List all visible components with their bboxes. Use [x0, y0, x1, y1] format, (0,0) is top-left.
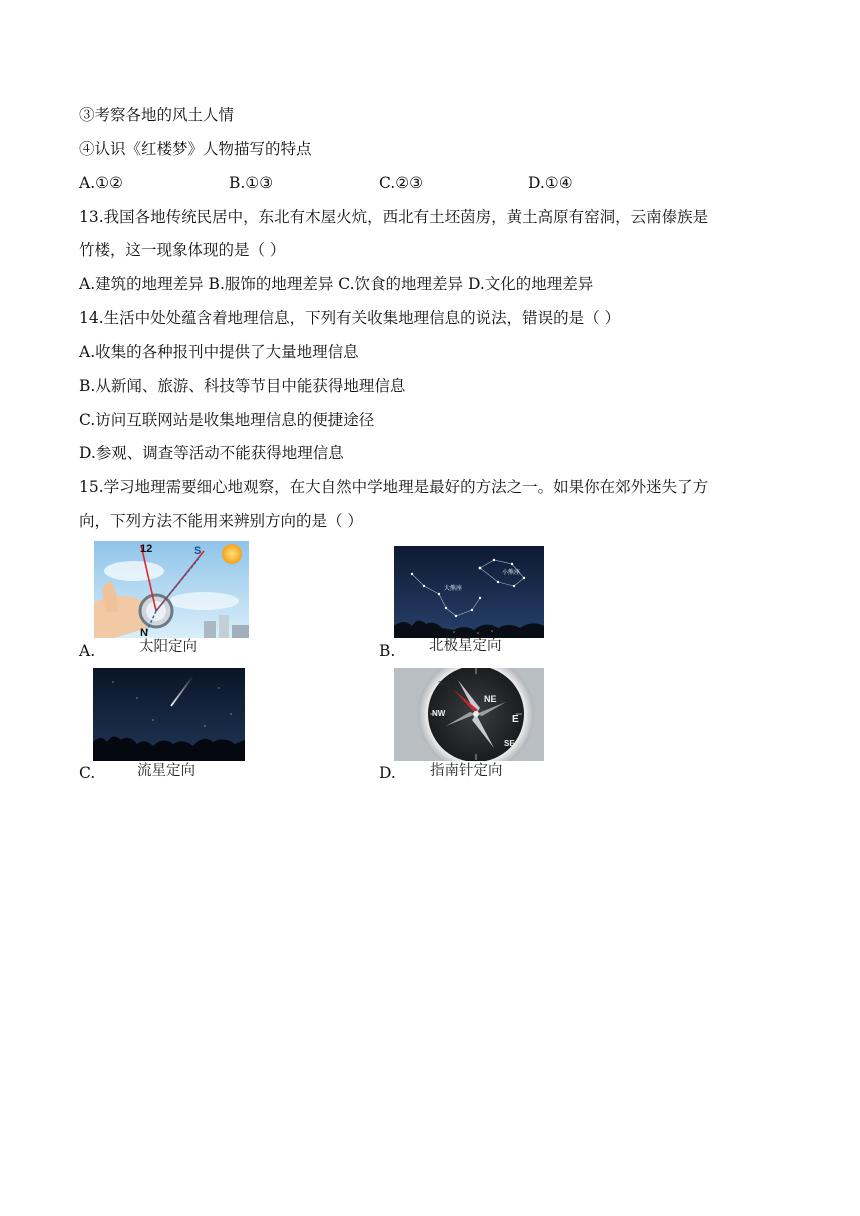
q15-letter-b: B. [379, 642, 396, 660]
q14-option-c: C.访问互联网站是收集地理信息的便捷途径 [79, 411, 375, 429]
q14-option-d: D.参观、调查等活动不能获得地理信息 [79, 444, 344, 462]
label-340: 340 [438, 681, 450, 688]
q14-option-a: A.收集的各种报刊中提供了大量地理信息 [79, 343, 359, 361]
label-ne: NE [484, 694, 497, 704]
line-item-3: ③考察各地的风土人情 [79, 106, 235, 124]
q12-option-a: A.①② [79, 174, 123, 192]
q15-letter-c: C. [79, 764, 96, 782]
meteor-orientation-image [93, 668, 245, 761]
label-e: E [512, 714, 519, 725]
question-14-stem: 14.生活中处处蕴含着地理信息，下列有关收集地理信息的说法，错误的是（ ） [79, 309, 621, 327]
label-se: SE [504, 739, 515, 748]
question-13-stem: 13.我国各地传统民居中，东北有木屋火炕，西北有土坯茵房，黄土高原有窑洞，云南傣族是 [79, 208, 709, 226]
q12-option-b: B.①③ [229, 174, 274, 192]
caption-meteor-orientation: 流星定向 [137, 763, 195, 779]
q12-option-c: C.②③ [379, 174, 424, 192]
q15-letter-a: A. [79, 642, 96, 660]
compass-orientation-image [394, 668, 544, 761]
question-15-stem: 15.学习地理需要细心地观察，在大自然中学地理是最好的方法之一。如果你在郊外迷失了方 [79, 478, 709, 496]
q14-option-b: B.从新闻、旅游、科技等节目中能获得地理信息 [79, 377, 406, 395]
label-ursa-minor: 小熊座 [502, 569, 521, 576]
q12-option-d: D.①④ [528, 174, 573, 192]
label-north: N [140, 627, 148, 638]
caption-polaris-orientation: 北极星定向 [429, 638, 502, 654]
label-twelve: 12 [140, 543, 153, 555]
sun-orientation-image [94, 541, 249, 638]
q15-letter-d: D. [379, 764, 396, 782]
question-13-stem-cont: 竹楼，这一现象体现的是（ ） [79, 241, 286, 259]
polaris-orientation-image [394, 546, 544, 638]
caption-sun-orientation: 太阳定向 [139, 639, 197, 655]
label-ursa-major: 大熊座 [444, 585, 463, 592]
line-item-4: ④认识《红楼梦》人物描写的特点 [79, 140, 312, 158]
caption-compass-orientation: 指南针定向 [430, 763, 503, 779]
question-13-options: A.建筑的地理差异 B.服饰的地理差异 C.饮食的地理差异 D.文化的地理差异 [79, 275, 594, 293]
question-15-stem-cont: 向，下列方法不能用来辨别方向的是（ ） [79, 512, 363, 530]
label-south: S [194, 545, 202, 557]
label-nw: NW [432, 709, 446, 718]
